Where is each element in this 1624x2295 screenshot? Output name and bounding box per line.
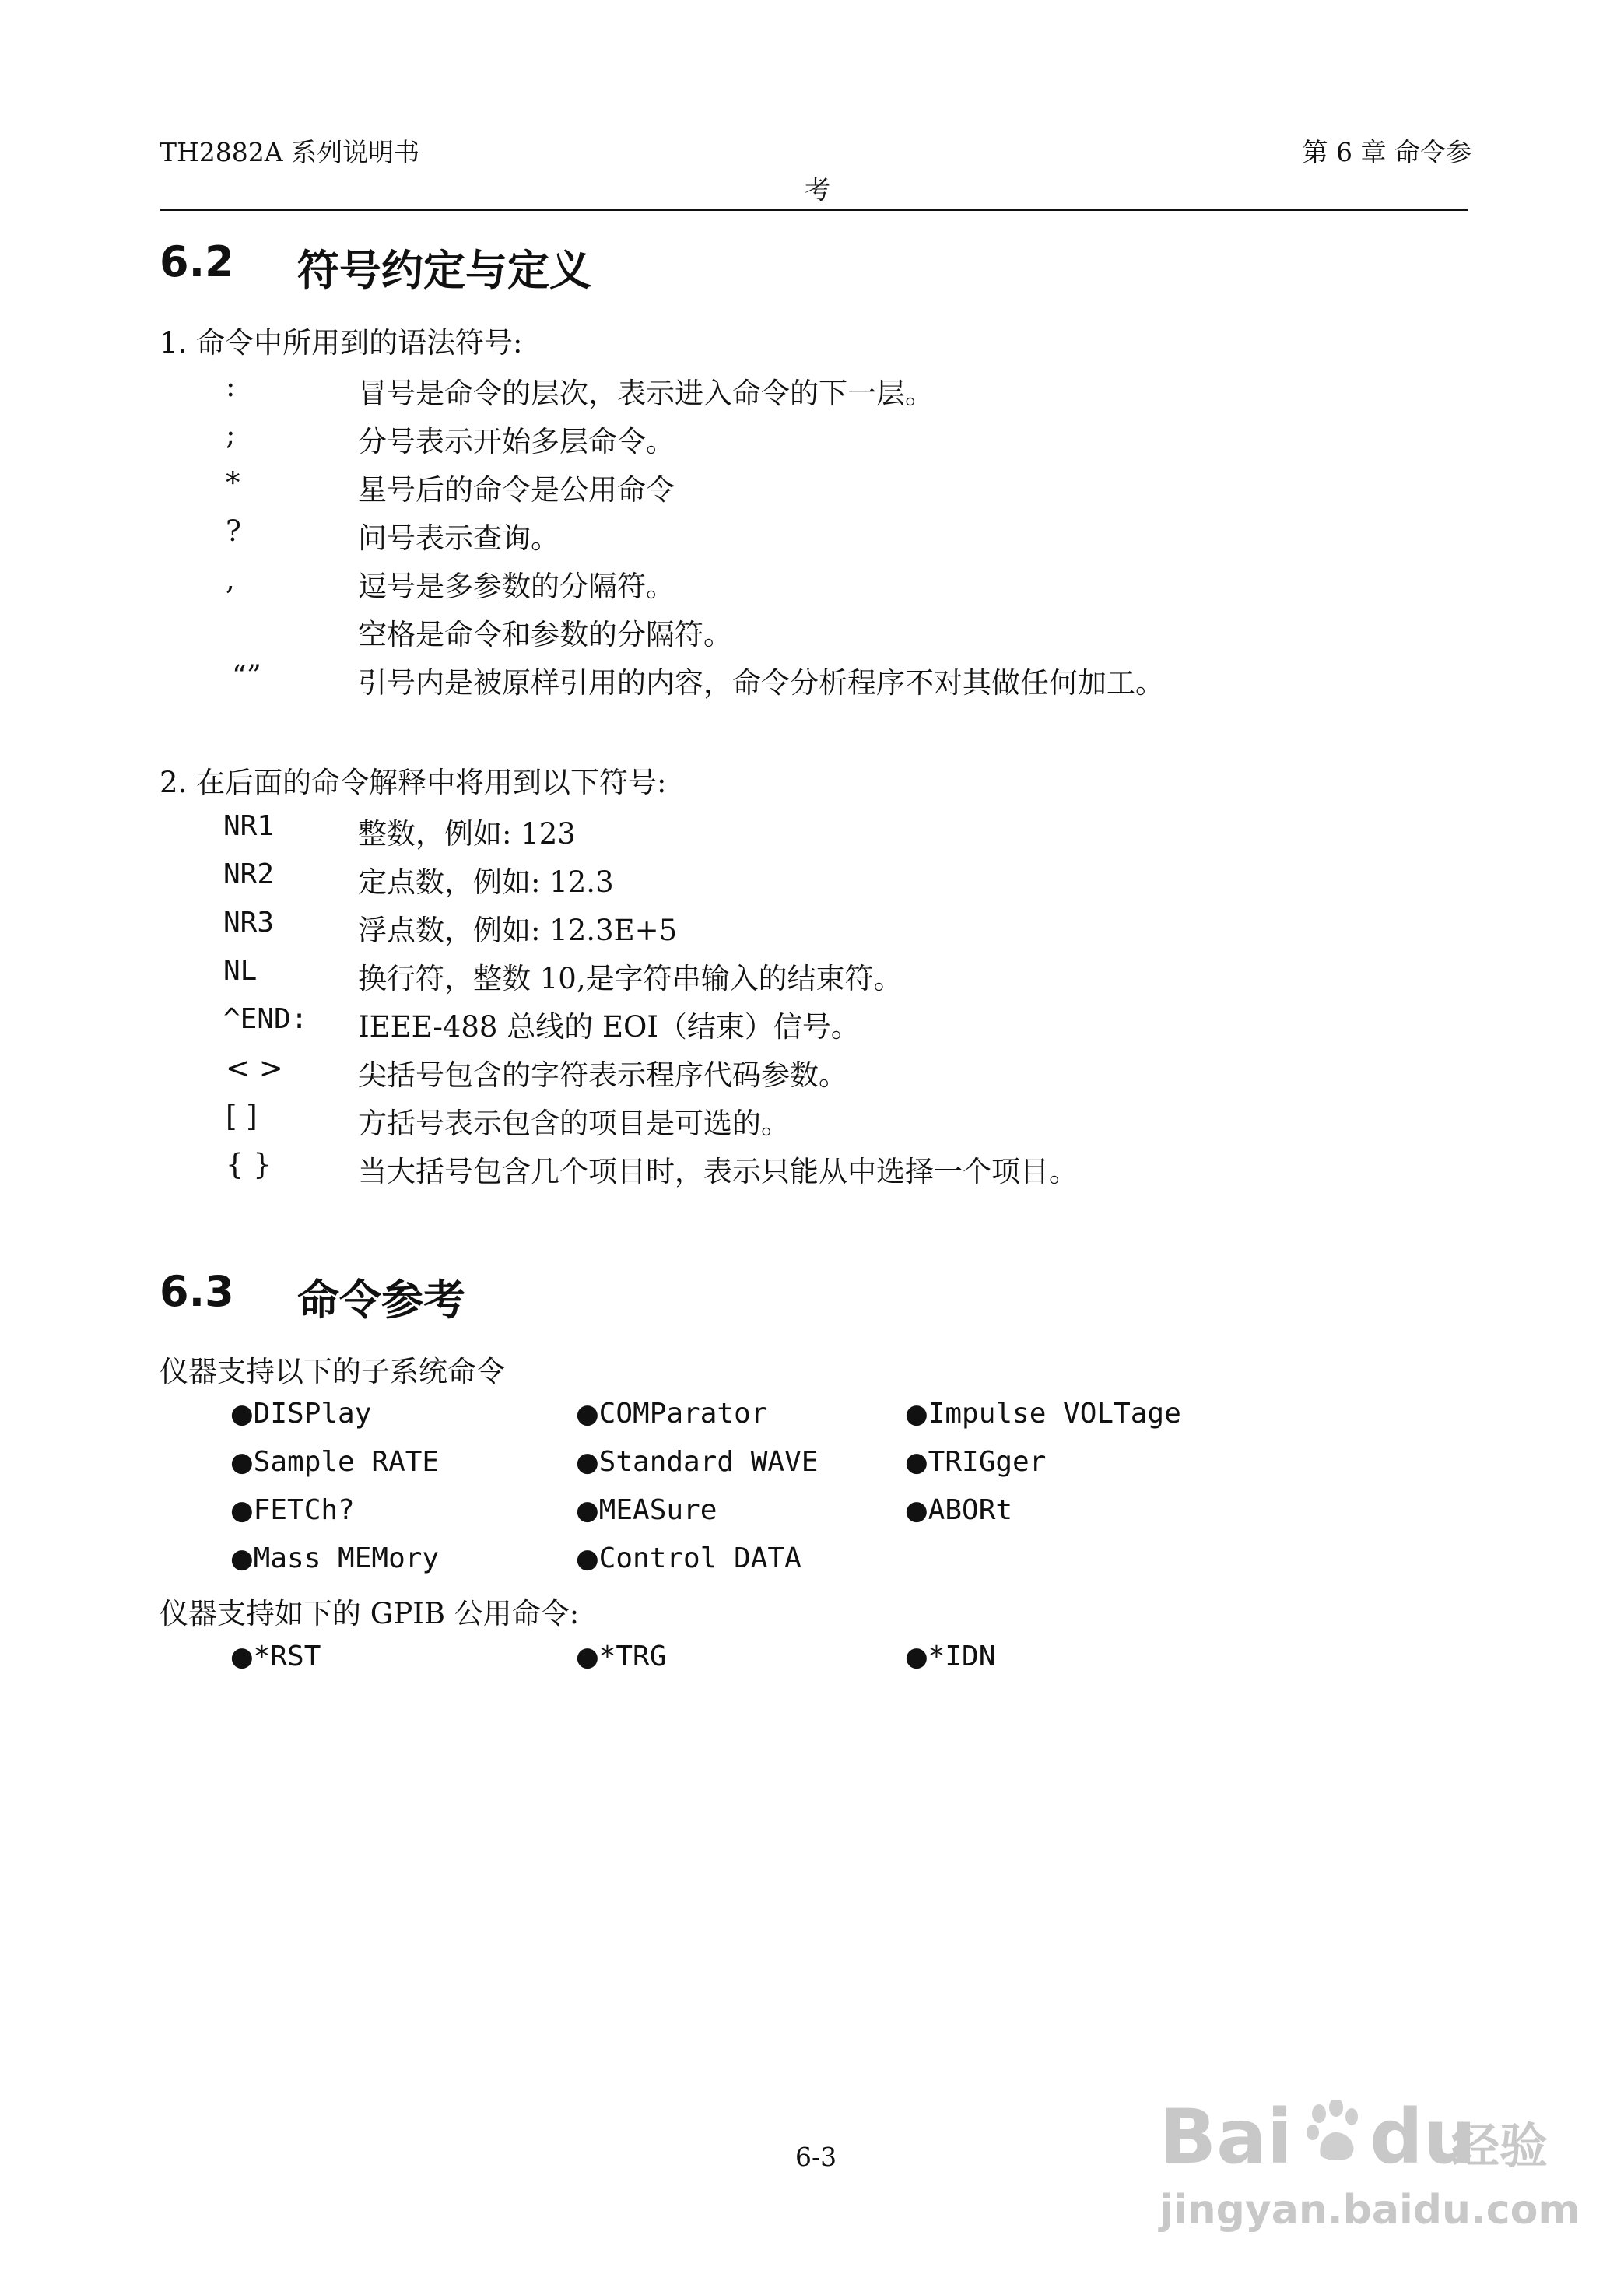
header-chapter-wrap: 考 xyxy=(805,174,830,205)
notation-description: 尖括号包含的字符表示程序代码参数。 xyxy=(358,1058,847,1092)
notation-description: 方括号表示包含的项目是可选的。 xyxy=(358,1107,790,1140)
notation-description: 整数，例如: 123 xyxy=(358,817,576,851)
symbol-description: 引号内是被原样引用的内容，命令分析程序不对其做任何加工。 xyxy=(358,666,1164,700)
notation-description: 当大括号包含几个项目时，表示只能从中选择一个项目。 xyxy=(358,1155,1078,1188)
list-item xyxy=(230,1446,439,1478)
bullet-icon: ● xyxy=(576,1495,599,1526)
subsystem-command: Sample RATE xyxy=(253,1446,440,1478)
list-item xyxy=(230,1494,355,1526)
notation: NR3 xyxy=(223,907,275,939)
notation-description: IEEE-488 总线的 EOI（结束）信号。 xyxy=(358,1010,860,1044)
common-command: *IDN xyxy=(928,1641,996,1672)
bullet-icon: ● xyxy=(905,1641,928,1672)
notation: [ ] xyxy=(226,1100,258,1133)
bullet-icon: ● xyxy=(576,1641,599,1672)
header-rule xyxy=(160,209,1468,211)
list-item xyxy=(576,1398,767,1430)
subsystem-command: MEASure xyxy=(598,1494,717,1526)
symbol-description: 空格是命令和参数的分隔符。 xyxy=(358,618,732,651)
list-intro: 2. 在后面的命令解释中将用到以下符号: xyxy=(160,766,667,799)
list-item xyxy=(576,1446,818,1478)
subsystem-command: Impulse VOLTage xyxy=(928,1398,1181,1430)
subsystem-command: FETCh? xyxy=(253,1494,355,1526)
bullet-icon: ● xyxy=(576,1398,599,1430)
notation: NR1 xyxy=(223,810,275,842)
list-item xyxy=(905,1398,1181,1430)
symbol: “” xyxy=(232,659,261,693)
subsystem-command: TRIGger xyxy=(928,1446,1047,1478)
common-command: *TRG xyxy=(598,1641,667,1672)
common-command: *RST xyxy=(253,1641,321,1672)
notation-description: 换行符，整数 10,是字符串输入的结束符。 xyxy=(358,962,903,995)
bullet-icon: ● xyxy=(230,1641,254,1672)
bullet-icon: ● xyxy=(576,1447,599,1478)
subsystem-command: DISPlay xyxy=(253,1398,372,1430)
symbol-description: 星号后的命令是公用命令 xyxy=(358,473,675,507)
common-intro: 仪器支持如下的 GPIB 公用命令: xyxy=(160,1597,580,1630)
list-item xyxy=(576,1641,666,1672)
section-number: 6.2 xyxy=(160,237,234,286)
section-title: 命令参考 xyxy=(297,1276,465,1325)
list-item xyxy=(230,1542,439,1574)
list-item xyxy=(905,1446,1046,1478)
notation: NL xyxy=(223,955,258,987)
bullet-icon: ● xyxy=(230,1447,254,1478)
symbol-description: 问号表示查询。 xyxy=(358,521,559,555)
paw-icon xyxy=(1303,2100,1366,2168)
bullet-icon: ● xyxy=(905,1398,928,1430)
watermark-brand: Bai xyxy=(1159,2093,1293,2181)
symbol: ; xyxy=(226,418,236,451)
symbol: ? xyxy=(226,514,241,548)
bullet-icon: ● xyxy=(230,1495,254,1526)
bullet-icon: ● xyxy=(230,1543,254,1574)
list-item xyxy=(905,1641,995,1672)
notation-description: 定点数，例如: 12.3 xyxy=(358,865,614,899)
notation: < > xyxy=(226,1051,283,1085)
subsystem-command: Control DATA xyxy=(598,1542,801,1574)
subsystem-command: ABORt xyxy=(928,1494,1013,1526)
subsystem-command: Standard WAVE xyxy=(598,1446,819,1478)
notation-description: 浮点数，例如: 12.3E+5 xyxy=(358,914,678,947)
watermark-url: jingyan.baidu.com xyxy=(1159,2187,1580,2234)
list-item xyxy=(230,1398,371,1430)
header-chapter: 第 6 章 命令参 xyxy=(1302,137,1471,167)
watermark-brand-2: du xyxy=(1370,2093,1477,2181)
list-item xyxy=(576,1542,801,1574)
baidu-watermark xyxy=(1159,2093,1580,2249)
subsystem-command: Mass MEMory xyxy=(253,1542,440,1574)
header-title: TH2882A 系列说明书 xyxy=(160,137,420,167)
bullet-icon: ● xyxy=(576,1543,599,1574)
symbol: , xyxy=(226,563,235,596)
symbol-description: 分号表示开始多层命令。 xyxy=(358,425,675,458)
symbol: : xyxy=(226,370,236,403)
list-item xyxy=(576,1494,717,1526)
list-item xyxy=(230,1641,321,1672)
bullet-icon: ● xyxy=(230,1398,254,1430)
subsystem-command: COMParator xyxy=(598,1398,768,1430)
notation: { } xyxy=(226,1148,272,1181)
bullet-icon: ● xyxy=(905,1495,928,1526)
page-number: 6-3 xyxy=(795,2142,837,2172)
list-intro: 1. 命令中所用到的语法符号: xyxy=(160,326,523,360)
section-number: 6.3 xyxy=(160,1267,234,1316)
notation: ^END: xyxy=(223,1003,308,1035)
notation: NR2 xyxy=(223,858,275,890)
watermark-cn: 经验 xyxy=(1451,2118,1549,2174)
section-title: 符号约定与定义 xyxy=(297,246,591,295)
bullet-icon: ● xyxy=(905,1447,928,1478)
symbol-description: 逗号是多参数的分隔符。 xyxy=(358,570,675,603)
subsystem-intro: 仪器支持以下的子系统命令 xyxy=(160,1355,505,1388)
list-item xyxy=(905,1494,1012,1526)
symbol-description: 冒号是命令的层次，表示进入命令的下一层。 xyxy=(358,377,934,410)
symbol: * xyxy=(226,466,240,500)
